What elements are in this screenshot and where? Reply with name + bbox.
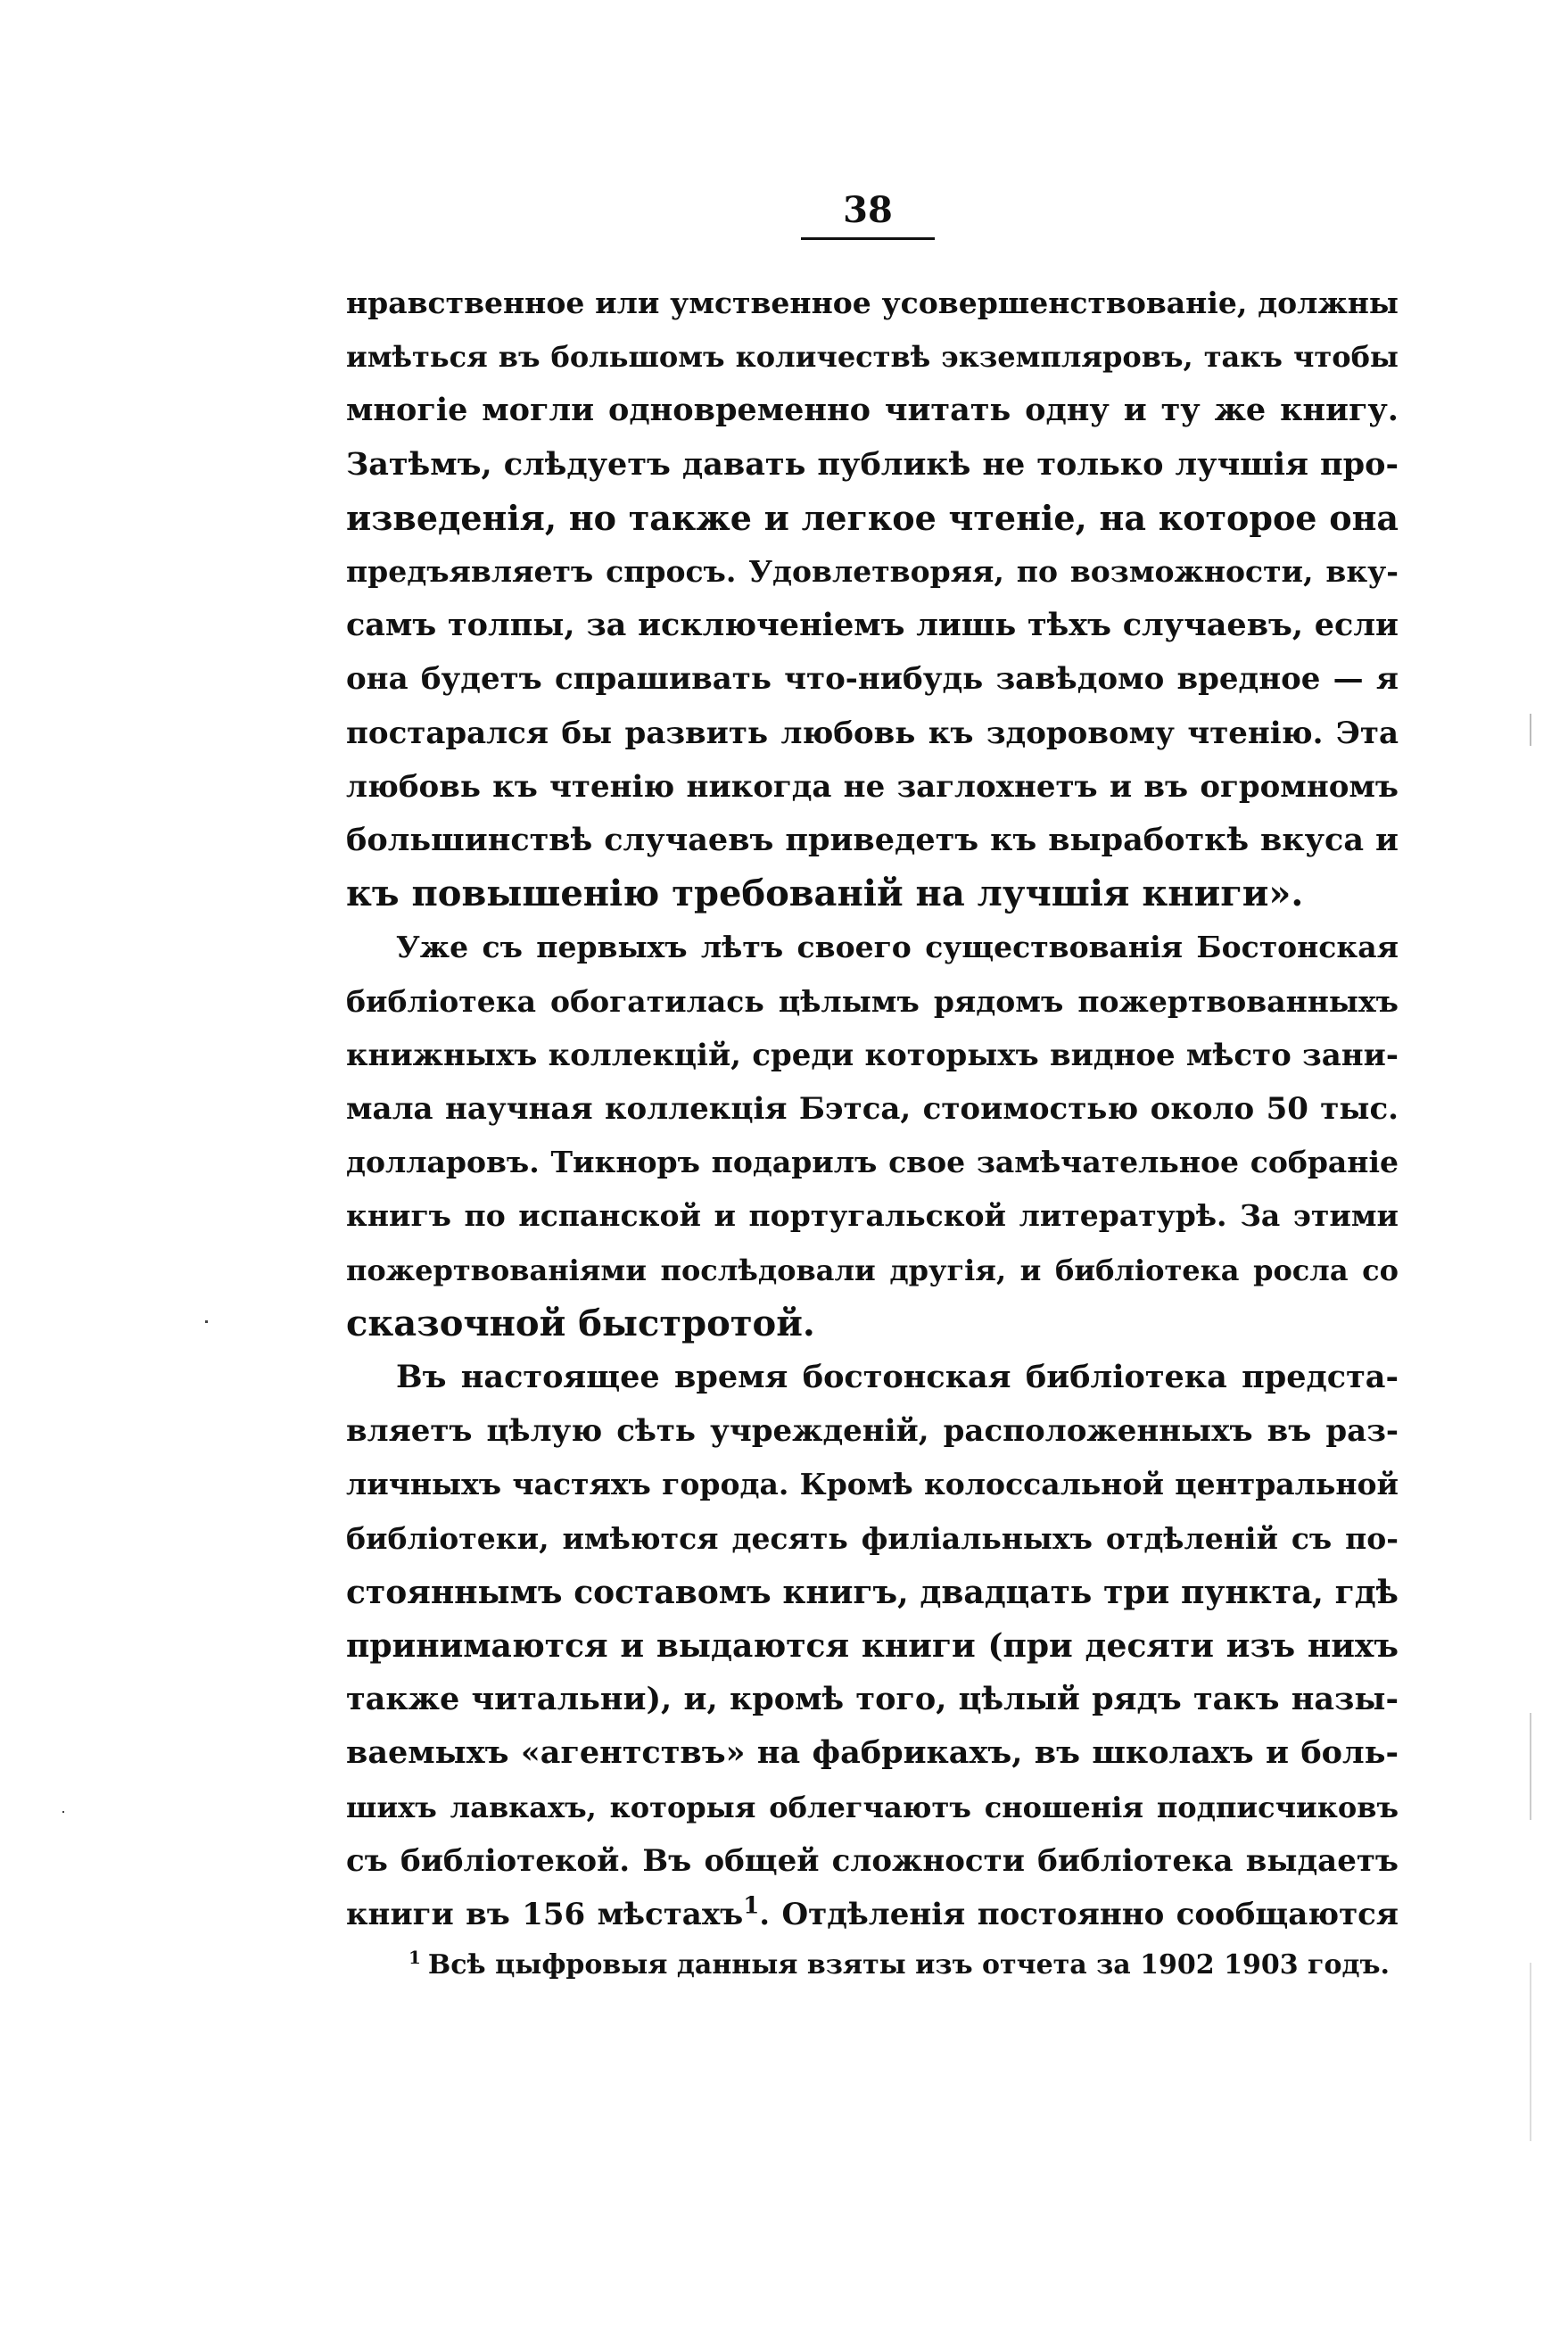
text-line: шихъ лавкахъ, которыя облегчаютъ сношенія подписчиковъ [346,1790,1399,1824]
text-line: любовь къ чтенію никогда не заглохнетъ и въ огромномъ [346,768,1399,805]
text-line: изведенія, но также и легкое чтеніе, на которое она [346,497,1399,538]
text-segment: книги въ 156 мѣстахъ [346,1897,744,1933]
text-line: библіотека обогатилась цѣлымъ рядомъ пожертвованныхъ [346,983,1399,1019]
scan-speck [1530,1713,1531,1820]
footnote [409,1949,1399,1981]
text-line: съ библіотекой. Въ общей сложности библіотека выдаетъ [346,1842,1399,1879]
text-line: книжныхъ коллекцій, среди которыхъ видное мѣсто зани- [346,1037,1399,1073]
footnote-text: Всѣ цыфровыя данныя взяты изъ отчета за 1902 1903 годъ. [427,1949,1390,1981]
footnote-reference[interactable]: 1 [743,1892,760,1920]
page-number: 38 [843,189,893,231]
scan-speck [1530,714,1531,746]
scan-speck [205,1320,208,1323]
page-number-rule [801,237,935,240]
text-line: вляетъ цѣлую сѣть учрежденій, расположенныхъ въ раз- [346,1413,1399,1450]
body-text [346,277,1399,1941]
footnote-mark: 1 [409,1947,421,1968]
text-line: большинствѣ случаевъ приведетъ къ выработкѣ вкуса и [346,822,1399,859]
text-line: также читальни), и, кромѣ того, цѣлый рядъ такъ назы- [346,1681,1399,1718]
paragraph-3 [346,1351,1399,1941]
scan-speck [62,1811,64,1813]
text-line: Затѣмъ, слѣдуетъ давать публикѣ не только лучшія про- [346,445,1399,483]
text-line: Въ настоящее время бостонская библіотека предста- [396,1359,1399,1396]
text-line: принимаются и выдаются книги (при десяти изъ нихъ [346,1627,1399,1666]
text-line: стояннымъ составомъ книгъ, двадцать три пункта, гдѣ [346,1573,1399,1611]
paragraph-2 [346,921,1399,1351]
text-line: она будетъ спрашивать что-нибудь завѣдомо вредное — я [346,661,1399,698]
text-line: имѣться въ большомъ количествѣ экземпляровъ, такъ чтобы [346,340,1399,375]
text-line: личныхъ частяхъ города. Кромѣ колоссальной центральной [346,1467,1399,1502]
text-line: къ повышенію требованій на лучшія книги». [346,873,1304,915]
text-line: постарался бы развить любовь къ здоровому чтенію. Эта [346,715,1399,751]
text-line: предъявляетъ спросъ. Удовлетворяя, по возможности, вку- [346,554,1399,590]
text-line: Уже съ первыхъ лѣтъ своего существованія Бостонская [396,930,1399,965]
paragraph-1 [346,277,1399,921]
text-line: многіе могли одновременно читать одну и ту же книгу. [346,392,1399,429]
text-segment: . Отдѣленія постоянно сообщаются [759,1897,1399,1933]
text-line: мала научная коллекція Бэтса, стоимостью около 50 тыс. [346,1091,1399,1128]
text-line: долларовъ. Тикноръ подарилъ свое замѣчательное собраніе [346,1145,1399,1180]
text-line: пожертвованіями послѣдовали другія, и библіотека росла со [346,1253,1399,1287]
text-line: сказочной быстротой. [346,1302,815,1344]
text-line: ваемыхъ «агентствъ» на фабрикахъ, въ школахъ и боль- [346,1734,1399,1772]
scan-speck [1530,1963,1531,2141]
text-line: самъ толпы, за исключеніемъ лишь тѣхъ случаевъ, если [346,607,1399,644]
text-line: книгъ по испанской и португальской литературѣ. За этими [346,1198,1399,1234]
text-line: нравственное или умственное усовершенствованіе, должны [346,285,1399,320]
text-line: библіотеки, имѣются десять филіальныхъ отдѣленій съ по- [346,1520,1399,1556]
text-line-with-footnote-ref [346,1888,1399,1941]
